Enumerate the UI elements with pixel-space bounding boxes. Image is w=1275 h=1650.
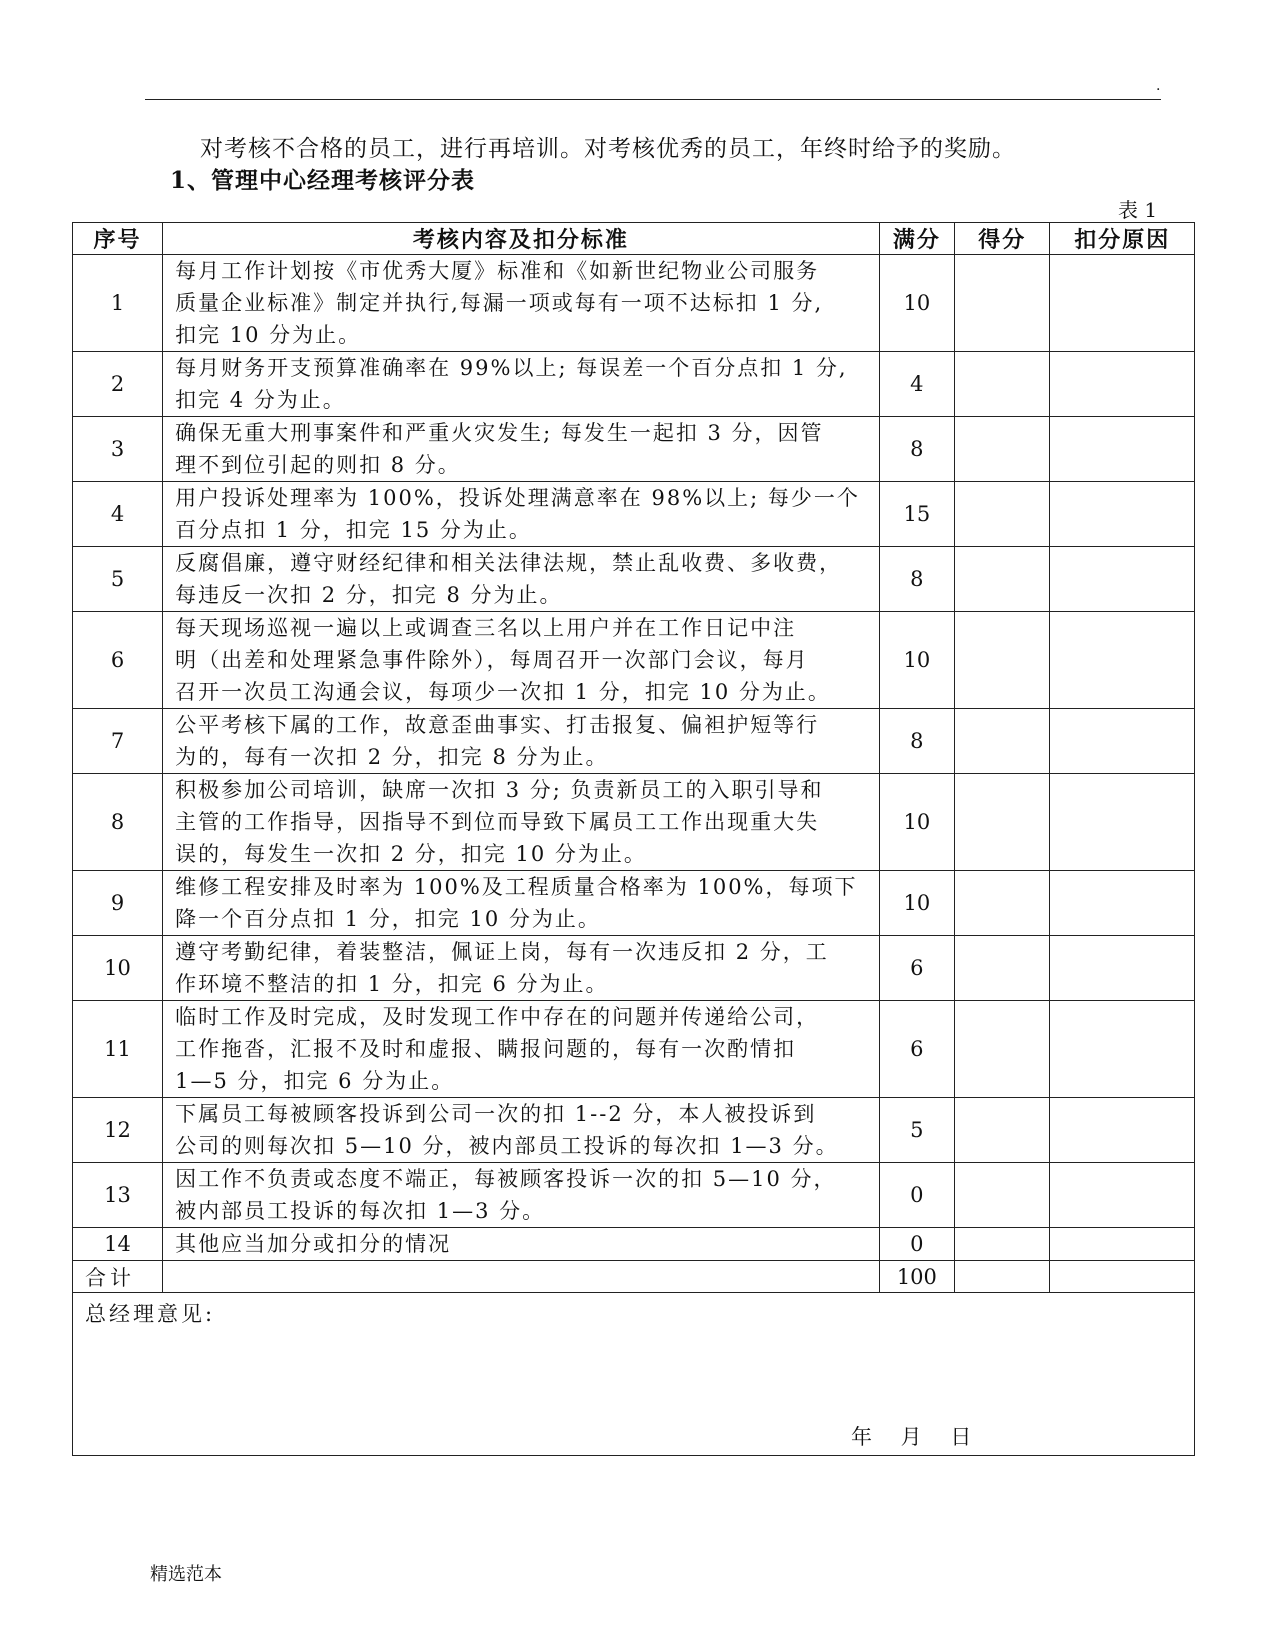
criteria-line: 确保无重大刑事案件和严重火灾发生; 每发生一起扣 3 分，因管 bbox=[175, 421, 824, 445]
criteria-line: 维修工程安排及时率为 100%及工程质量合格率为 100%，每项下 bbox=[175, 875, 858, 899]
full-score: 8 bbox=[879, 547, 954, 612]
table-row bbox=[73, 936, 1195, 1001]
full-score: 4 bbox=[879, 352, 954, 417]
header-content: 考核内容及扣分标准 bbox=[163, 223, 880, 255]
full-score: 10 bbox=[879, 774, 954, 871]
criteria-line: 每违反一次扣 2 分，扣完 8 分为止。 bbox=[175, 583, 563, 607]
criteria-line: 遵守考勤纪律，着装整洁，佩证上岗，每有一次违反扣 2 分，工 bbox=[175, 940, 829, 964]
row-number: 12 bbox=[73, 1098, 163, 1163]
row-number: 8 bbox=[73, 774, 163, 871]
full-score: 8 bbox=[879, 709, 954, 774]
deduction-reason-cell[interactable] bbox=[1050, 1228, 1195, 1261]
table-body bbox=[73, 255, 1195, 1261]
table-row bbox=[73, 1163, 1195, 1228]
criteria-line: 积极参加公司培训，缺席一次扣 3 分; 负责新员工的入职引导和 bbox=[175, 778, 824, 802]
total-row bbox=[73, 1261, 1195, 1293]
comment-label: 总经理意见: bbox=[85, 1302, 216, 1326]
date-line: 年 月 日 bbox=[851, 1425, 972, 1449]
criteria-text bbox=[163, 1001, 880, 1098]
criteria-line: 召开一次员工沟通会议，每项少一次扣 1 分，扣完 10 分为止。 bbox=[175, 680, 831, 704]
evaluation-table bbox=[72, 222, 1195, 1456]
criteria-text bbox=[163, 1098, 880, 1163]
criteria-text bbox=[163, 871, 880, 936]
total-reason-cell bbox=[1050, 1261, 1195, 1293]
table-header-row bbox=[73, 223, 1195, 255]
criteria-text bbox=[163, 1228, 880, 1261]
score-cell[interactable] bbox=[955, 1001, 1050, 1098]
total-score-cell bbox=[955, 1261, 1050, 1293]
header-score: 得分 bbox=[955, 223, 1050, 255]
row-number: 10 bbox=[73, 936, 163, 1001]
comment-cell bbox=[73, 1293, 1195, 1456]
deduction-reason-cell[interactable] bbox=[1050, 709, 1195, 774]
row-number: 3 bbox=[73, 417, 163, 482]
criteria-text bbox=[163, 709, 880, 774]
criteria-text bbox=[163, 1163, 880, 1228]
criteria-line: 主管的工作指导，因指导不到位而导致下属员工工作出现重大失 bbox=[175, 810, 820, 834]
deduction-reason-cell[interactable] bbox=[1050, 936, 1195, 1001]
criteria-line: 百分点扣 1 分，扣完 15 分为止。 bbox=[175, 518, 532, 542]
full-score: 0 bbox=[879, 1163, 954, 1228]
score-cell[interactable] bbox=[955, 709, 1050, 774]
score-cell[interactable] bbox=[955, 482, 1050, 547]
table-number: 表 1 bbox=[1118, 198, 1158, 222]
table-row bbox=[73, 255, 1195, 352]
table-row bbox=[73, 482, 1195, 547]
criteria-line: 公平考核下属的工作，故意歪曲事实、打击报复、偏袒护短等行 bbox=[175, 713, 820, 737]
deduction-reason-cell[interactable] bbox=[1050, 352, 1195, 417]
criteria-line: 每天现场巡视一遍以上或调查三名以上用户并在工作日记中注 bbox=[175, 616, 797, 640]
header-full-score: 满分 bbox=[879, 223, 954, 255]
deduction-reason-cell[interactable] bbox=[1050, 1163, 1195, 1228]
score-cell[interactable] bbox=[955, 1098, 1050, 1163]
row-number: 1 bbox=[73, 255, 163, 352]
total-content-cell bbox=[163, 1261, 880, 1293]
criteria-line: 因工作不负责或态度不端正，每被顾客投诉一次的扣 5—10 分， bbox=[175, 1167, 837, 1191]
full-score: 6 bbox=[879, 936, 954, 1001]
score-cell[interactable] bbox=[955, 255, 1050, 352]
row-number: 14 bbox=[73, 1228, 163, 1261]
full-score: 0 bbox=[879, 1228, 954, 1261]
criteria-line: 质量企业标准》制定并执行,每漏一项或每有一项不达标扣 1 分, bbox=[175, 291, 824, 315]
full-score: 10 bbox=[879, 255, 954, 352]
criteria-line: 每月财务开支预算准确率在 99%以上; 每误差一个百分点扣 1 分, bbox=[175, 356, 848, 380]
score-cell[interactable] bbox=[955, 871, 1050, 936]
criteria-line: 作环境不整洁的扣 1 分，扣完 6 分为止。 bbox=[175, 972, 609, 996]
footer-text: 精选范本 bbox=[150, 1564, 222, 1585]
criteria-line: 明（出差和处理紧急事件除外），每周召开一次部门会议，每月 bbox=[175, 648, 809, 672]
header-mark: . bbox=[1156, 78, 1161, 94]
criteria-line: 反腐倡廉，遵守财经纪律和相关法律法规，禁止乱收费、多收费， bbox=[175, 551, 843, 575]
criteria-text bbox=[163, 774, 880, 871]
row-number: 7 bbox=[73, 709, 163, 774]
criteria-line: 临时工作及时完成，及时发现工作中存在的问题并传递给公司， bbox=[175, 1005, 820, 1029]
score-cell[interactable] bbox=[955, 774, 1050, 871]
deduction-reason-cell[interactable] bbox=[1050, 547, 1195, 612]
comment-row bbox=[73, 1293, 1195, 1456]
table-row bbox=[73, 1001, 1195, 1098]
criteria-text bbox=[163, 936, 880, 1001]
deduction-reason-cell[interactable] bbox=[1050, 482, 1195, 547]
deduction-reason-cell[interactable] bbox=[1050, 1098, 1195, 1163]
criteria-line: 其他应当加分或扣分的情况 bbox=[175, 1232, 452, 1256]
header-deduction-reason: 扣分原因 bbox=[1050, 223, 1195, 255]
criteria-line: 扣完 10 分为止。 bbox=[175, 323, 362, 347]
score-cell[interactable] bbox=[955, 936, 1050, 1001]
criteria-line: 每月工作计划按《市优秀大厦》标准和《如新世纪物业公司服务 bbox=[175, 259, 820, 283]
full-score: 6 bbox=[879, 1001, 954, 1098]
criteria-line: 扣完 4 分为止。 bbox=[175, 388, 346, 412]
deduction-reason-cell[interactable] bbox=[1050, 774, 1195, 871]
row-number: 2 bbox=[73, 352, 163, 417]
table-row bbox=[73, 352, 1195, 417]
intro-paragraph: 对考核不合格的员工，进行再培训。对考核优秀的员工，年终时给予的奖励。 bbox=[200, 136, 1016, 162]
criteria-line: 理不到位引起的则扣 8 分。 bbox=[175, 453, 461, 477]
criteria-line: 下属员工每被顾客投诉到公司一次的扣 1--2 分，本人被投诉到 bbox=[175, 1102, 817, 1126]
criteria-text bbox=[163, 352, 880, 417]
table-row bbox=[73, 1098, 1195, 1163]
table-row bbox=[73, 612, 1195, 709]
criteria-line: 公司的则每次扣 5—10 分，被内部员工投诉的每次扣 1—3 分。 bbox=[175, 1134, 839, 1158]
criteria-line: 误的，每发生一次扣 2 分，扣完 10 分为止。 bbox=[175, 842, 647, 866]
table-row bbox=[73, 709, 1195, 774]
row-number: 13 bbox=[73, 1163, 163, 1228]
deduction-reason-cell[interactable] bbox=[1050, 255, 1195, 352]
criteria-text bbox=[163, 417, 880, 482]
criteria-text bbox=[163, 547, 880, 612]
row-number: 9 bbox=[73, 871, 163, 936]
row-number: 6 bbox=[73, 612, 163, 709]
table-row bbox=[73, 1228, 1195, 1261]
full-score: 15 bbox=[879, 482, 954, 547]
score-cell[interactable] bbox=[955, 612, 1050, 709]
full-score: 10 bbox=[879, 871, 954, 936]
criteria-line: 为的，每有一次扣 2 分，扣完 8 分为止。 bbox=[175, 745, 609, 769]
criteria-text bbox=[163, 612, 880, 709]
section-heading: 1、管理中心经理考核评分表 bbox=[170, 167, 476, 194]
full-score: 8 bbox=[879, 417, 954, 482]
deduction-reason-cell[interactable] bbox=[1050, 417, 1195, 482]
full-score: 10 bbox=[879, 612, 954, 709]
score-cell[interactable] bbox=[955, 417, 1050, 482]
table-row bbox=[73, 417, 1195, 482]
total-label: 合计 bbox=[73, 1261, 163, 1293]
criteria-line: 工作拖沓，汇报不及时和虚报、瞒报问题的，每有一次酌情扣 bbox=[175, 1037, 797, 1061]
criteria-line: 用户投诉处理率为 100%，投诉处理满意率在 98%以上; 每少一个 bbox=[175, 486, 860, 510]
criteria-line: 降一个百分点扣 1 分，扣完 10 分为止。 bbox=[175, 907, 601, 931]
table-row bbox=[73, 774, 1195, 871]
full-score: 5 bbox=[879, 1098, 954, 1163]
deduction-reason-cell[interactable] bbox=[1050, 612, 1195, 709]
criteria-text bbox=[163, 255, 880, 352]
deduction-reason-cell[interactable] bbox=[1050, 871, 1195, 936]
total-full-score: 100 bbox=[879, 1261, 954, 1293]
row-number: 11 bbox=[73, 1001, 163, 1098]
criteria-line: 1—5 分，扣完 6 分为止。 bbox=[175, 1069, 455, 1093]
row-number: 4 bbox=[73, 482, 163, 547]
score-cell[interactable] bbox=[955, 1228, 1050, 1261]
score-cell[interactable] bbox=[955, 1163, 1050, 1228]
row-number: 5 bbox=[73, 547, 163, 612]
table-row bbox=[73, 547, 1195, 612]
score-cell[interactable] bbox=[955, 352, 1050, 417]
criteria-text bbox=[163, 482, 880, 547]
header-number: 序号 bbox=[73, 223, 163, 255]
deduction-reason-cell[interactable] bbox=[1050, 1001, 1195, 1098]
score-cell[interactable] bbox=[955, 547, 1050, 612]
criteria-line: 被内部员工投诉的每次扣 1—3 分。 bbox=[175, 1199, 546, 1223]
header-rule bbox=[145, 99, 1161, 100]
table-row bbox=[73, 871, 1195, 936]
